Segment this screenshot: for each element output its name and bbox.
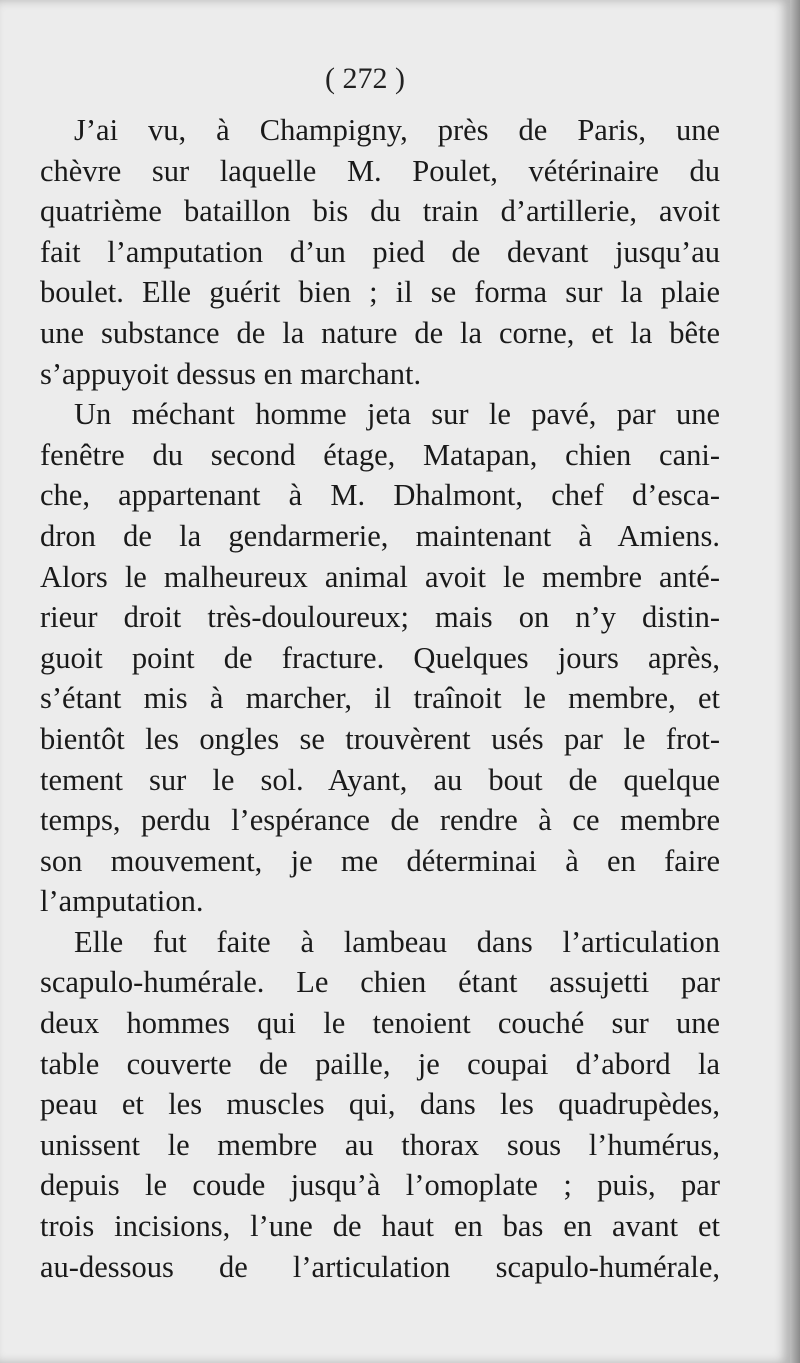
- text-line: Elle fut faite à lambeau dans l’articulation: [74, 924, 720, 959]
- text-line: che, appartenant à M. Dhalmont, chef d’esca-: [40, 478, 720, 513]
- text-line: scapulo-humérale. Le chien étant assujetti par: [40, 965, 720, 1000]
- text-line: table couverte de paille, je coupai d’abord la: [40, 1046, 720, 1081]
- page-number: ( 272 ): [325, 62, 405, 95]
- text-line: Un méchant homme jeta sur le pavé, par une: [74, 397, 720, 432]
- body-text: [40, 110, 720, 1287]
- text-line: Alors le malheureux animal avoit le membre anté-: [40, 559, 720, 594]
- text-line: fenêtre du second étage, Matapan, chien cani-: [40, 437, 720, 472]
- text-line: au-dessous de l’articulation scapulo-humérale,: [40, 1249, 720, 1284]
- text-line: trois incisions, l’une de haut en bas en avant et: [40, 1209, 720, 1244]
- text-line: son mouvement, je me déterminai à en faire: [40, 843, 720, 878]
- text-line: s’appuyoit dessus en marchant.: [40, 356, 422, 391]
- text-line: chèvre sur laquelle M. Poulet, vétérinaire du: [40, 153, 720, 188]
- text-line: bientôt les ongles se trouvèrent usés par le frot-: [40, 721, 720, 756]
- text-line: J’ai vu, à Champigny, près de Paris, une: [74, 113, 720, 147]
- text-line: s’étant mis à marcher, il traînoit le membre, et: [40, 681, 720, 716]
- text-line: fait l’amputation d’un pied de devant jusqu’au: [40, 234, 720, 269]
- text-line: depuis le coude jusqu’à l’omoplate ; puis, par: [40, 1168, 720, 1203]
- text-line: guoit point de fracture. Quelques jours après,: [40, 640, 720, 675]
- text-line: une substance de la nature de la corne, et la bête: [40, 315, 720, 350]
- text-line: rieur droit très-douloureux; mais on n’y distin-: [40, 600, 720, 635]
- text-line: deux hommes qui le tenoient couché sur une: [40, 1006, 720, 1041]
- text-line: l’amputation.: [40, 884, 204, 919]
- text-line: tement sur le sol. Ayant, au bout de quelque: [40, 762, 720, 797]
- text-line: temps, perdu l’espérance de rendre à ce membre: [40, 803, 720, 838]
- page-edge: [790, 0, 800, 1363]
- text-line: peau et les muscles qui, dans les quadrupèdes,: [40, 1087, 720, 1122]
- text-line: boulet. Elle guérit bien ; il se forma sur la plaie: [40, 275, 720, 310]
- text-line: dron de la gendarmerie, maintenant à Amiens.: [40, 518, 720, 553]
- text-line: quatrième bataillon bis du train d’artillerie, avoit: [40, 194, 720, 229]
- text-line: unissent le membre au thorax sous l’humérus,: [40, 1127, 720, 1162]
